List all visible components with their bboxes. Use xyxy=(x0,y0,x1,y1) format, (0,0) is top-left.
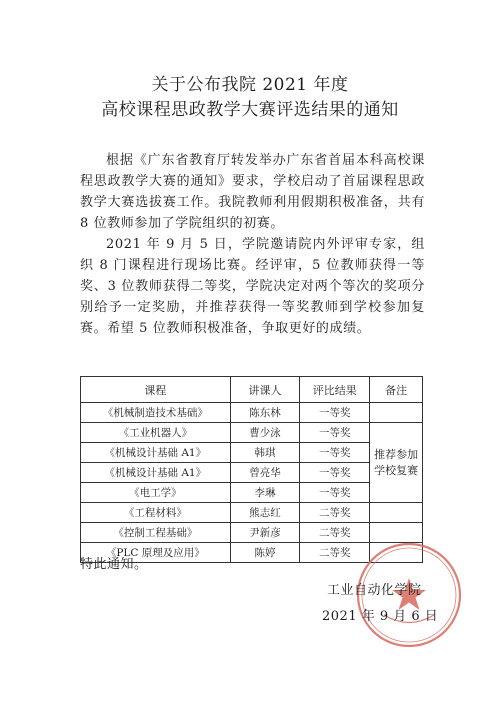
cell-course: 《电工学》 xyxy=(81,483,231,503)
paragraph-2: 2021 年 9 月 5 日，学院邀请院内外评审专家，组织 8 门课程进行现场比赛。经评审，5 位教师获得一等奖、3 位教师获得二等奖，学院决定对两个等次的奖项分别给予一定奖励，并推荐获得一等奖教师到学校参加复赛。希望 5 位教师积极准备，争取更好的成绩。 xyxy=(80,237,425,336)
cell-course: 《PLC 原理及应用》 xyxy=(81,543,231,563)
header-lecturer: 讲课人 xyxy=(230,377,300,403)
cell-lecturer: 曾亮华 xyxy=(230,463,300,483)
results-table xyxy=(80,376,423,563)
notice-body xyxy=(80,150,425,339)
cell-lecturer: 李琳 xyxy=(230,483,300,503)
cell-result: 一等奖 xyxy=(300,403,370,423)
cell-result: 二等奖 xyxy=(300,523,370,543)
header-course: 课程 xyxy=(81,377,231,403)
cell-course: 《控制工程基础》 xyxy=(81,523,231,543)
cell-course: 《机械设计基础 A1》 xyxy=(81,443,231,463)
header-result: 评比结果 xyxy=(300,377,370,403)
cell-result: 一等奖 xyxy=(300,423,370,443)
cell-course: 《工业机器人》 xyxy=(81,423,231,443)
title-line-1: 关于公布我院 2021 年度 xyxy=(151,75,349,95)
title-line-2: 高校课程思政教学大赛评选结果的通知 xyxy=(101,100,399,120)
table-row xyxy=(81,403,423,423)
cell-lecturer: 熊志红 xyxy=(230,503,300,523)
cell-remark-empty xyxy=(370,503,423,523)
cell-result: 一等奖 xyxy=(300,483,370,503)
signature-organization: 工业自动化学院 xyxy=(327,583,422,598)
cell-remark-empty xyxy=(370,403,423,423)
cell-course: 《机械制造技术基础》 xyxy=(81,403,231,423)
table-row xyxy=(81,503,423,523)
paragraph-1: 根据《广东省教育厅转发举办广东省首届本科高校课程思政教学大赛的通知》要求，学校启动了首届课程思政教学大赛选拔赛工作。我院教师利用假期积极准备，共有 8 位教师参加了学院组织的初赛。 xyxy=(80,153,425,231)
cell-result: 二等奖 xyxy=(300,543,370,563)
cell-result: 一等奖 xyxy=(300,443,370,463)
cell-result: 一等奖 xyxy=(300,463,370,483)
cell-lecturer: 韩琪 xyxy=(230,443,300,463)
cell-lecturer: 尹新彦 xyxy=(230,523,300,543)
table-row xyxy=(81,423,423,443)
cell-remark: 推荐参加学校复赛 xyxy=(370,423,423,503)
cell-lecturer: 曹少泳 xyxy=(230,423,300,443)
signature-date: 2021 年 9 月 6 日 xyxy=(322,609,439,624)
header-remark: 备注 xyxy=(370,377,423,403)
table-header-row xyxy=(81,377,423,403)
cell-course: 《机械设计基础 A1》 xyxy=(81,463,231,483)
cell-course: 《工程材料》 xyxy=(81,503,231,523)
closing-text: 特此通知。 xyxy=(80,557,148,572)
cell-lecturer: 陈东林 xyxy=(230,403,300,423)
cell-lecturer: 陈婷 xyxy=(230,543,300,563)
cell-result: 二等奖 xyxy=(300,503,370,523)
